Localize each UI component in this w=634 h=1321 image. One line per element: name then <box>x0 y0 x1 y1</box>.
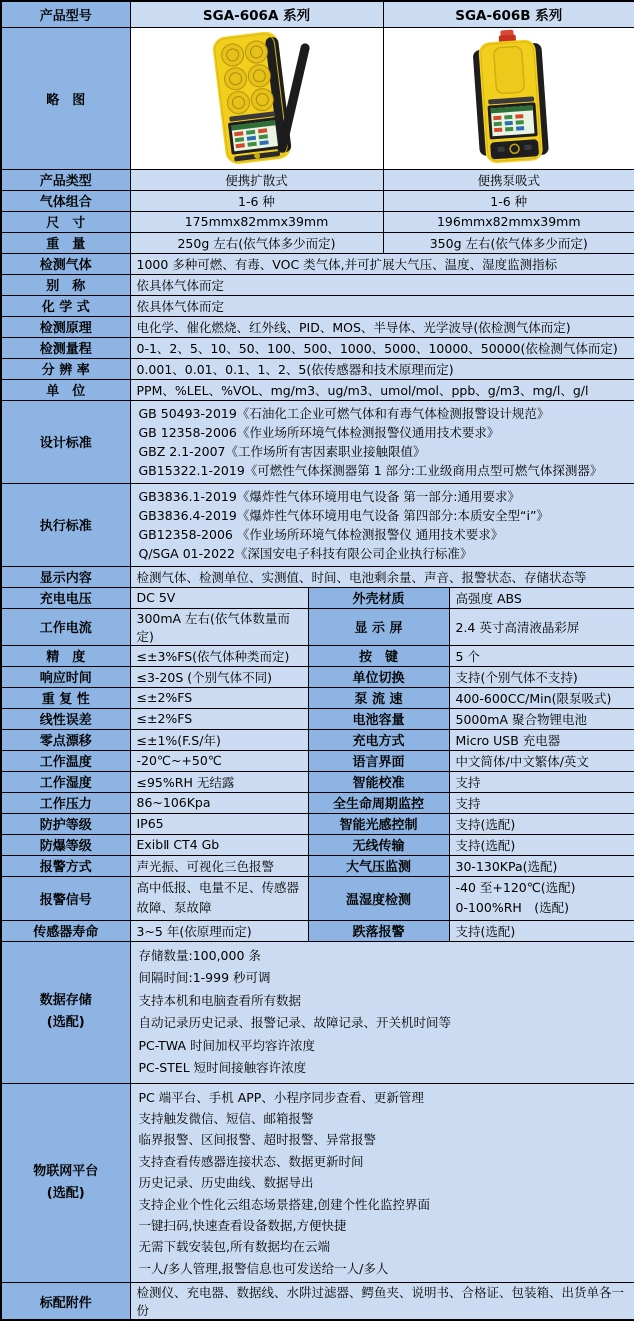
spec-value-b: 1-6 种 <box>383 190 634 211</box>
table-row <box>1 274 634 295</box>
spec-value: DC 5V <box>130 587 308 608</box>
spec-line: 自动记录历史记录、报警记录、故障记录、开关机时间等 <box>139 1012 627 1035</box>
spec-value: ≤3-20S (个别气体不同) <box>130 666 308 687</box>
spec-value: -20℃~+50℃ <box>130 750 308 771</box>
table-row <box>1 379 634 400</box>
spec-line: Q/SGA 01-2022《深国安电子科技有限公司企业执行标准》 <box>139 544 627 563</box>
spec-label: 工作温度 <box>1 750 130 771</box>
spec-label: 产品类型 <box>1 169 130 190</box>
spec-label: 泵 流 速 <box>308 687 449 708</box>
table-row <box>1 729 634 750</box>
spec-label: 充电方式 <box>308 729 449 750</box>
spec-label: 全生命周期监控 <box>308 792 449 813</box>
spec-line: GB 50493-2019《石油化工企业可燃气体和有毒气体检测报警设计规范》 <box>139 404 627 423</box>
table-row <box>1 358 634 379</box>
table-row <box>1 169 634 190</box>
spec-line: PC 端平台、手机 APP、小程序同步查看、更新管理 <box>139 1087 627 1108</box>
table-row <box>1 855 634 876</box>
spec-label: 线性误差 <box>1 708 130 729</box>
spec-value: 电化学、催化燃烧、红外线、PID、MOS、半导体、光学波导(依检测气体而定) <box>130 316 634 337</box>
spec-label: 检测气体 <box>1 253 130 274</box>
spec-value: ExibⅡ CT4 Gb <box>130 834 308 855</box>
spec-line: 历史记录、历史曲线、数据导出 <box>139 1172 627 1193</box>
spec-label: 防护等级 <box>1 813 130 834</box>
spec-label: 外壳材质 <box>308 587 449 608</box>
table-row <box>1 708 634 729</box>
spec-label: 电池容量 <box>308 708 449 729</box>
spec-line: 存储数量:100,000 条 <box>139 945 627 968</box>
iot-platform-list <box>130 1083 634 1283</box>
series-b-title: SGA-606B 系列 <box>383 1 634 27</box>
table-row <box>1 253 634 274</box>
spec-label: 执行标准 <box>1 483 130 566</box>
spec-label: 跌落报警 <box>308 920 449 941</box>
spec-line: -40 至+120℃(选配) <box>456 878 629 898</box>
device-b-cell <box>383 27 634 169</box>
spec-line: 一键扫码,快速查看设备数据,方便快捷 <box>139 1215 627 1236</box>
table-row <box>1 295 634 316</box>
spec-value: 5 个 <box>449 645 634 666</box>
spec-value: 支持(选配) <box>449 834 634 855</box>
spec-label: 智能校准 <box>308 771 449 792</box>
spec-value: 依具体气体而定 <box>130 274 634 295</box>
spec-line: 支持查看传感器连接状态、数据更新时间 <box>139 1151 627 1172</box>
table-row <box>1 645 634 666</box>
spec-label-line: (选配) <box>4 1183 128 1205</box>
table-row <box>1 666 634 687</box>
spec-line: GB12358-2006 《作业场所环境气体检测报警仪 通用技术要求》 <box>139 525 627 544</box>
spec-value-b: 196mmx82mmx39mm <box>383 211 634 232</box>
spec-label: 按 键 <box>308 645 449 666</box>
data-storage-list <box>130 941 634 1083</box>
spec-value: 1000 多种可燃、有毒、VOC 类气体,并可扩展大气压、温度、湿度监测指标 <box>130 253 634 274</box>
spec-label-line: (选配) <box>4 1012 128 1034</box>
table-row <box>1 232 634 253</box>
table-row <box>1 750 634 771</box>
spec-value: 0.001、0.01、0.1、1、2、5(依传感器和技术原理而定) <box>130 358 634 379</box>
spec-value: IP65 <box>130 813 308 834</box>
spec-value: 5000mA 聚合物锂电池 <box>449 708 634 729</box>
design-standard-row <box>1 400 634 483</box>
spec-label: 零点漂移 <box>1 729 130 750</box>
spec-value: 中文简体/中文繁体/英文 <box>449 750 634 771</box>
spec-value-a: 175mmx82mmx39mm <box>130 211 383 232</box>
device-b-image <box>384 28 634 166</box>
spec-value <box>449 876 634 920</box>
table-row <box>1 771 634 792</box>
spec-label: 温湿度检测 <box>308 876 449 920</box>
table-row <box>1 566 634 587</box>
spec-value-b: 便携泵吸式 <box>383 169 634 190</box>
spec-value: 0-1、2、5、10、50、100、500、1000、5000、10000、50000(依检测气体而定) <box>130 337 634 358</box>
spec-label: 显示内容 <box>1 566 130 587</box>
spec-value: 检测仪、充电器、数据线、水阱过滤器、鳄鱼夹、说明书、合格证、包装箱、出货单各一份 <box>130 1283 634 1321</box>
spec-label: 语言界面 <box>308 750 449 771</box>
spec-value-a: 250g 左右(依气体多少而定) <box>130 232 383 253</box>
table-row <box>1 920 634 941</box>
spec-line: 临界报警、区间报警、超时报警、异常报警 <box>139 1129 627 1150</box>
spec-label: 传感器寿命 <box>1 920 130 941</box>
spec-label: 响应时间 <box>1 666 130 687</box>
exec-standard-list <box>130 483 634 566</box>
spec-line: 支持本机和电脑查看所有数据 <box>139 990 627 1013</box>
spec-value: 2.4 英寸高清液晶彩屏 <box>449 608 634 645</box>
table-row <box>1 587 634 608</box>
spec-label: 工作湿度 <box>1 771 130 792</box>
spec-value: 86~106Kpa <box>130 792 308 813</box>
spec-line: 无需下载安装包,所有数据均在云端 <box>139 1236 627 1257</box>
table-row <box>1 316 634 337</box>
device-a-image <box>131 28 384 166</box>
spec-label: 化 学 式 <box>1 295 130 316</box>
series-a-title: SGA-606A 系列 <box>130 1 383 27</box>
data-storage-row <box>1 941 634 1083</box>
spec-label: 重 复 性 <box>1 687 130 708</box>
table-row <box>1 813 634 834</box>
spec-line: 间隔时间:1-999 秒可调 <box>139 967 627 990</box>
spec-label: 标配附件 <box>1 1283 130 1321</box>
spec-line: GB3836.4-2019《爆炸性气体环境用电气设备 第四部分:本质安全型“i”》 <box>139 506 627 525</box>
spec-label: 分 辨 率 <box>1 358 130 379</box>
spec-value: 声光振、可视化三色报警 <box>130 855 308 876</box>
spec-label: 精 度 <box>1 645 130 666</box>
spec-line: GB3836.1-2019《爆炸性气体环境用电气设备 第一部分:通用要求》 <box>139 487 627 506</box>
table-row <box>1 211 634 232</box>
table-row <box>1 190 634 211</box>
spec-value: 支持 <box>449 771 634 792</box>
spec-value: ≤±2%FS <box>130 687 308 708</box>
table-row <box>1 687 634 708</box>
spec-line: 一人/多人管理,报警信息也可发送给一人/多人 <box>139 1258 627 1279</box>
sketch-row <box>1 27 634 169</box>
device-a-cell <box>130 27 383 169</box>
spec-label: 气体组合 <box>1 190 130 211</box>
spec-value: 高中低报、电量不足、传感器故障、泵故障 <box>130 876 308 920</box>
spec-value: 支持(选配) <box>449 813 634 834</box>
spec-value: ≤±3%FS(依气体种类而定) <box>130 645 308 666</box>
spec-label: 无线传输 <box>308 834 449 855</box>
sketch-label: 略 图 <box>1 27 130 169</box>
spec-value: 300mA 左右(依气体数量而定) <box>130 608 308 645</box>
design-standard-list <box>130 400 634 483</box>
model-label: 产品型号 <box>1 1 130 27</box>
spec-label-line: 数据存储 <box>4 990 128 1012</box>
spec-label: 大气压监测 <box>308 855 449 876</box>
table-row <box>1 608 634 645</box>
spec-line: 支持企业个性化云组态场景搭建,创建个性化监控界面 <box>139 1194 627 1215</box>
table-row <box>1 792 634 813</box>
spec-line: GB 12358-2006《作业场所环境气体检测报警仪通用技术要求》 <box>139 423 627 442</box>
spec-label: 报警信号 <box>1 876 130 920</box>
spec-value-b: 350g 左右(依气体多少而定) <box>383 232 634 253</box>
table-row <box>1 337 634 358</box>
alarm-signal-row <box>1 876 634 920</box>
spec-label: 充电电压 <box>1 587 130 608</box>
accessories-row <box>1 1283 634 1321</box>
spec-label: 别 称 <box>1 274 130 295</box>
spec-label: 单 位 <box>1 379 130 400</box>
spec-value: ≤±2%FS <box>130 708 308 729</box>
spec-line: GB15322.1-2019《可燃性气体探测器第 1 部分:工业级商用点型可燃气体探测器》 <box>139 461 627 480</box>
spec-label <box>1 1083 130 1283</box>
spec-value: 3~5 年(依原理而定) <box>130 920 308 941</box>
spec-value: 检测气体、检测单位、实测值、时间、电池剩余量、声音、报警状态、存储状态等 <box>130 566 634 587</box>
spec-label: 检测量程 <box>1 337 130 358</box>
iot-platform-row <box>1 1083 634 1283</box>
spec-line: 支持触发微信、短信、邮箱报警 <box>139 1108 627 1129</box>
spec-label: 设计标准 <box>1 400 130 483</box>
spec-value: 支持 <box>449 792 634 813</box>
spec-value: ≤±1%(F.S/年) <box>130 729 308 750</box>
spec-value-a: 便携扩散式 <box>130 169 383 190</box>
spec-value: 支持(选配) <box>449 920 634 941</box>
spec-line: 0-100%RH (选配) <box>456 898 629 918</box>
exec-standard-row <box>1 483 634 566</box>
spec-label: 显 示 屏 <box>308 608 449 645</box>
spec-label: 智能光感控制 <box>308 813 449 834</box>
spec-label: 重 量 <box>1 232 130 253</box>
spec-value-a: 1-6 种 <box>130 190 383 211</box>
spec-label: 单位切换 <box>308 666 449 687</box>
spec-line: PC-TWA 时间加权平均容许浓度 <box>139 1035 627 1058</box>
table-row <box>1 834 634 855</box>
spec-line: PC-STEL 短时间接触容许浓度 <box>139 1057 627 1080</box>
spec-label: 报警方式 <box>1 855 130 876</box>
spec-value: 400-600CC/Min(限泵吸式) <box>449 687 634 708</box>
spec-value: ≤95%RH 无结露 <box>130 771 308 792</box>
spec-label: 尺 寸 <box>1 211 130 232</box>
spec-value: 依具体气体而定 <box>130 295 634 316</box>
spec-value: PPM、%LEL、%VOL、mg/m3、ug/m3、umol/mol、ppb、g/m3、mg/l、g/l <box>130 379 634 400</box>
header-row <box>1 1 634 27</box>
spec-label: 检测原理 <box>1 316 130 337</box>
spec-line: GBZ 2.1-2007《工作场所有害因素职业接触限值》 <box>139 442 627 461</box>
spec-value: 高强度 ABS <box>449 587 634 608</box>
spec-label: 防爆等级 <box>1 834 130 855</box>
spec-label: 工作电流 <box>1 608 130 645</box>
spec-value: Micro USB 充电器 <box>449 729 634 750</box>
spec-value: 支持(个别气体不支持) <box>449 666 634 687</box>
spec-label: 工作压力 <box>1 792 130 813</box>
spec-label <box>1 941 130 1083</box>
spec-label-line: 物联网平台 <box>4 1161 128 1183</box>
spec-value: 30-130KPa(选配) <box>449 855 634 876</box>
